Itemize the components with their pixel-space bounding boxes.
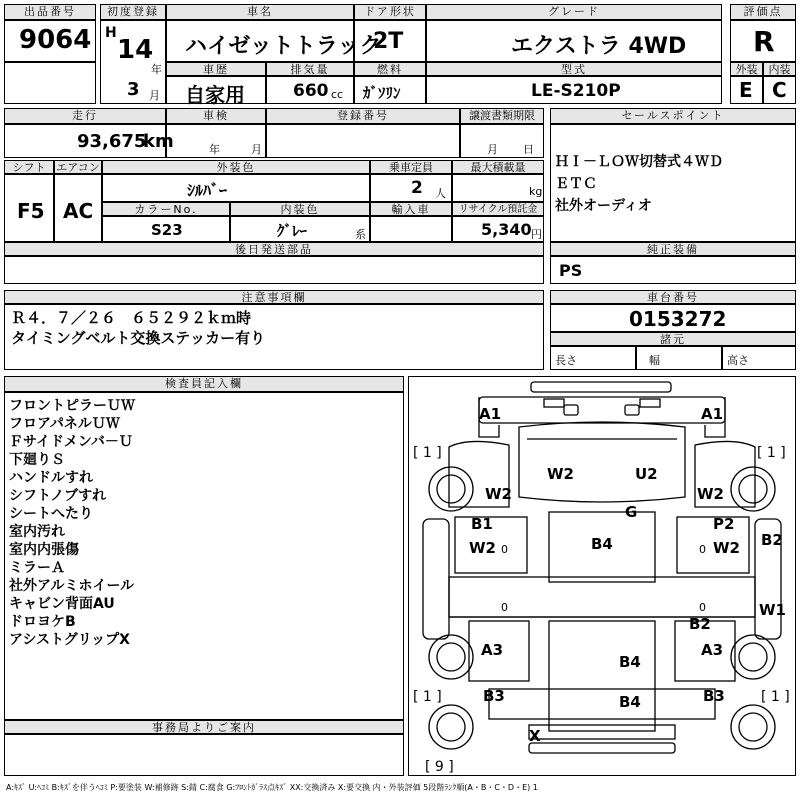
first-reg-label: 初度登録 xyxy=(100,4,166,20)
door-label: ドア形状 xyxy=(354,4,426,20)
month-unit: 月 xyxy=(149,89,160,102)
mark-bracket-rear-right: [ 1 ] xyxy=(761,689,790,705)
transfer-day-unit: 日 xyxy=(523,143,534,156)
history: 自家用 xyxy=(185,83,245,107)
first-reg-cell xyxy=(100,20,166,104)
ac: AC xyxy=(63,199,94,223)
inspector-line-2: フロアパネルＵＷ xyxy=(9,416,120,432)
recycle-cell xyxy=(452,216,544,242)
mark-w2-mid-left: W2 xyxy=(469,539,496,557)
office-label: 事務局よりご案内 xyxy=(4,720,404,734)
inspector-line-6: シフトノブすれ xyxy=(9,488,107,504)
ext-color-cell xyxy=(102,174,370,202)
lot-no-blank xyxy=(4,62,96,104)
mark-p2: P2 xyxy=(713,515,735,533)
displacement: 660 xyxy=(293,81,329,101)
door-cell xyxy=(354,20,426,62)
model-label: 型式 xyxy=(426,62,722,76)
int-color: ｸﾞﾚｰ xyxy=(277,222,308,240)
int-color-cell xyxy=(230,216,370,242)
rear-right-wheel xyxy=(731,635,775,679)
exterior-label: 外装 xyxy=(730,62,763,76)
mileage-unit: km xyxy=(143,131,174,152)
capacity-unit: 人 xyxy=(435,187,446,200)
lot-no-cell xyxy=(4,20,96,62)
width-cell xyxy=(636,346,722,370)
shift: F5 xyxy=(17,199,45,223)
headlight-right xyxy=(640,399,660,407)
mark-b3-left: B3 xyxy=(483,687,505,705)
door: 2T xyxy=(373,29,404,54)
front-bumper xyxy=(531,382,671,392)
office-cell xyxy=(4,734,404,776)
mileage: 93,675 xyxy=(77,131,147,152)
mark-b4-mid: B4 xyxy=(619,653,641,671)
car-name-cell xyxy=(166,20,382,62)
capacity-label: 乗車定員 xyxy=(370,160,452,174)
capacity: 2 xyxy=(411,178,423,198)
interior-cell xyxy=(763,76,796,104)
mark-w2-side-left: W2 xyxy=(485,485,512,503)
inspector-line-10: ミラーＡ xyxy=(9,560,65,576)
fuel: ｶﾞｿﾘﾝ xyxy=(363,84,401,102)
truck-diagram-svg xyxy=(409,377,795,775)
grade-cell xyxy=(426,20,722,62)
fuel-label: 燃料 xyxy=(354,62,426,76)
inspector-line-1: フロントピラーＵＷ xyxy=(9,398,135,414)
color-no: S23 xyxy=(151,221,183,239)
history-cell xyxy=(166,76,266,107)
insp-month-unit: 月 xyxy=(251,143,262,156)
car-name-label: 車名 xyxy=(166,4,354,20)
recycle-unit: 円 xyxy=(531,228,542,241)
front-left-wheel xyxy=(429,467,473,511)
mark-b1: B1 xyxy=(471,515,493,533)
grade: エクストラ 4WD xyxy=(511,34,687,59)
inspector-line-5: ハンドルすれ xyxy=(9,470,93,486)
mark-u2: U2 xyxy=(635,465,658,483)
model: LE-S210P xyxy=(531,81,621,101)
height-label: 高さ xyxy=(727,354,749,367)
inspector-line-4: 下廻りＳ xyxy=(9,452,65,468)
mark-w1: W1 xyxy=(759,601,786,619)
height-cell xyxy=(722,346,796,370)
rear-left-wheel xyxy=(429,635,473,679)
inspection-cell xyxy=(166,124,266,158)
inspection-label: 車検 xyxy=(166,108,266,124)
lot-no: 9064 xyxy=(19,25,92,55)
exterior-cell xyxy=(730,76,763,104)
model-cell xyxy=(426,76,722,104)
note-line-1: Ｒ４．７／２６ ６５２９２ｋｍ時 xyxy=(11,309,252,327)
car-name: ハイゼットトラック xyxy=(185,34,382,59)
sales-point-2: ＥＴＣ xyxy=(555,176,597,192)
mark-w2-front-left: W2 xyxy=(547,465,574,483)
inspector-line-9: 室内内張傷 xyxy=(9,542,79,558)
notes-cell xyxy=(4,304,544,370)
genuine-equipment-value: PS xyxy=(559,261,583,280)
mark-b4-top: B4 xyxy=(591,535,613,553)
inspector-line-3: Ｆサイドメンバ－Ｕ xyxy=(9,434,133,450)
later-parts-cell xyxy=(4,256,544,284)
front-right-wheel xyxy=(731,467,775,511)
mileage-cell xyxy=(4,124,174,158)
cab-roof xyxy=(519,422,685,502)
inspector-line-11: 社外アルミホイール xyxy=(9,578,135,594)
spare-left-wheel xyxy=(429,705,473,749)
reg-no-cell xyxy=(266,124,460,158)
mark-b2: B2 xyxy=(761,531,783,549)
mark-zero-3: 0 xyxy=(501,601,508,614)
shift-cell xyxy=(4,174,54,242)
mark-bracket-front-right: [ 1 ] xyxy=(757,445,786,461)
year: 14 xyxy=(117,35,154,65)
mark-b4-low: B4 xyxy=(619,693,641,711)
max-load-unit: kg xyxy=(529,185,543,198)
score-label: 評価点 xyxy=(730,4,796,20)
max-load-cell xyxy=(452,174,544,202)
inspector-label: 検査員記入欄 xyxy=(4,376,404,392)
width-label: 幅 xyxy=(649,354,660,367)
insp-year-unit: 年 xyxy=(209,143,220,156)
import-cell xyxy=(370,216,452,242)
sales-points-label: セールスポイント xyxy=(550,108,796,124)
int-color-suffix: 系 xyxy=(355,228,366,241)
bed-front xyxy=(449,577,755,617)
genuine-equipment-cell xyxy=(550,256,796,284)
reg-no-label: 登録番号 xyxy=(266,108,460,124)
mark-w2-side-right: W2 xyxy=(697,485,724,503)
length-cell xyxy=(550,346,636,370)
displacement-label: 排気量 xyxy=(266,62,354,76)
recycle-label: リサイクル預託金 xyxy=(452,202,544,216)
capacity-cell xyxy=(370,174,452,202)
rear-bumper xyxy=(529,743,675,753)
sales-points-cell xyxy=(550,124,796,242)
history-label: 車歴 xyxy=(166,62,266,76)
mark-a1-left: A1 xyxy=(479,405,502,423)
ac-label: エアコン xyxy=(54,160,102,174)
chassis-label: 車台番号 xyxy=(550,290,796,304)
interior-label: 内装 xyxy=(763,62,796,76)
shift-label: シフト xyxy=(4,160,54,174)
mark-bracket-rear-left: [ 1 ] xyxy=(413,689,442,705)
color-no-label: カラーNo. xyxy=(102,202,230,216)
mark-zero-2: 0 xyxy=(699,543,706,556)
transfer-cell xyxy=(460,124,544,158)
inspector-line-13: ドロヨケB xyxy=(9,614,76,630)
genuine-equipment-label: 純正装備 xyxy=(550,242,796,256)
transfer-month-unit: 月 xyxy=(487,143,498,156)
inspector-line-14: アシストグリップX xyxy=(9,632,130,648)
inspector-line-7: シートへたり xyxy=(9,506,93,522)
notes-label: 注意事項欄 xyxy=(4,290,544,304)
color-no-cell xyxy=(102,216,230,242)
legend: A:ｷｽﾞ U:ﾍｺﾐ B:ｷｽﾞを伴うﾍｺﾐ P:要塗装 W:補修跡 S:錆 C:腐食 G:ﾌﾛﾝﾄｶﾞﾗｽ点ｷｽﾞ XX:交換済み X:要交換 内・外装評価 5段階ﾗﾝｸ順(A・B・C・D・E) 1 xyxy=(6,783,538,792)
spare-right-wheel xyxy=(731,705,775,749)
mark-bracket-front-left: [ 1 ] xyxy=(413,445,442,461)
chassis-cell xyxy=(550,304,796,332)
fuel-cell xyxy=(354,76,426,104)
sales-point-3: 社外オーディオ xyxy=(555,198,652,214)
interior: C xyxy=(772,78,787,102)
mark-bracket-9: [ 9 ] xyxy=(425,759,454,775)
chassis-value: 0153272 xyxy=(629,307,727,331)
era: H xyxy=(105,25,117,41)
mark-b3-right: B3 xyxy=(703,687,725,705)
lot-no-label: 出品番号 xyxy=(4,4,96,20)
mark-g: G xyxy=(625,503,638,521)
month: 3 xyxy=(127,79,140,100)
mark-x: X xyxy=(529,727,541,745)
headlight-left xyxy=(544,399,564,407)
sales-point-1: ＨＩ－ＬＯＷ切替式４ＷＤ xyxy=(555,154,723,170)
inspector-cell xyxy=(4,392,404,720)
tailgate xyxy=(529,725,675,739)
damage-diagram xyxy=(408,376,796,776)
displacement-cell xyxy=(266,76,354,104)
year-unit: 年 xyxy=(151,63,162,76)
left-side-body xyxy=(423,519,449,639)
inspector-line-12: キャビン背面AU xyxy=(9,596,115,612)
ext-color-label: 外装色 xyxy=(102,160,370,174)
ext-color: ｼﾙﾊﾞｰ xyxy=(187,181,228,200)
rear-panel xyxy=(489,689,715,719)
grade-label: グレード xyxy=(426,4,722,20)
front-panel xyxy=(479,397,725,423)
mark-zero-4: 0 xyxy=(699,601,706,614)
note-line-2: タイミングベルト交換ステッカー有り xyxy=(11,329,266,347)
mileage-label: 走行 xyxy=(4,108,166,124)
recycle: 5,340 xyxy=(481,220,532,239)
mark-w2-mid-right: W2 xyxy=(713,539,740,557)
mark-a3-right: A3 xyxy=(701,641,724,659)
import-label: 輸入車 xyxy=(370,202,452,216)
specs-label: 諸元 xyxy=(550,332,796,346)
max-load-label: 最大積載量 xyxy=(452,160,544,174)
int-color-label: 内装色 xyxy=(230,202,370,216)
length-label: 長さ xyxy=(555,354,577,367)
transfer-label: 譲渡書類期限 xyxy=(460,108,544,124)
displacement-unit: cc xyxy=(331,88,344,101)
later-parts-label: 後日発送部品 xyxy=(4,242,544,256)
inspector-line-8: 室内汚れ xyxy=(9,524,65,540)
mark-a1-right: A1 xyxy=(701,405,724,423)
exterior: E xyxy=(739,78,753,102)
score-cell xyxy=(730,20,796,62)
mark-zero-1: 0 xyxy=(501,543,508,556)
mark-b2-low: B2 xyxy=(689,615,711,633)
bed-floor xyxy=(549,621,655,731)
ac-cell xyxy=(54,174,102,242)
mark-a3-left: A3 xyxy=(481,641,504,659)
score: R xyxy=(753,25,775,58)
